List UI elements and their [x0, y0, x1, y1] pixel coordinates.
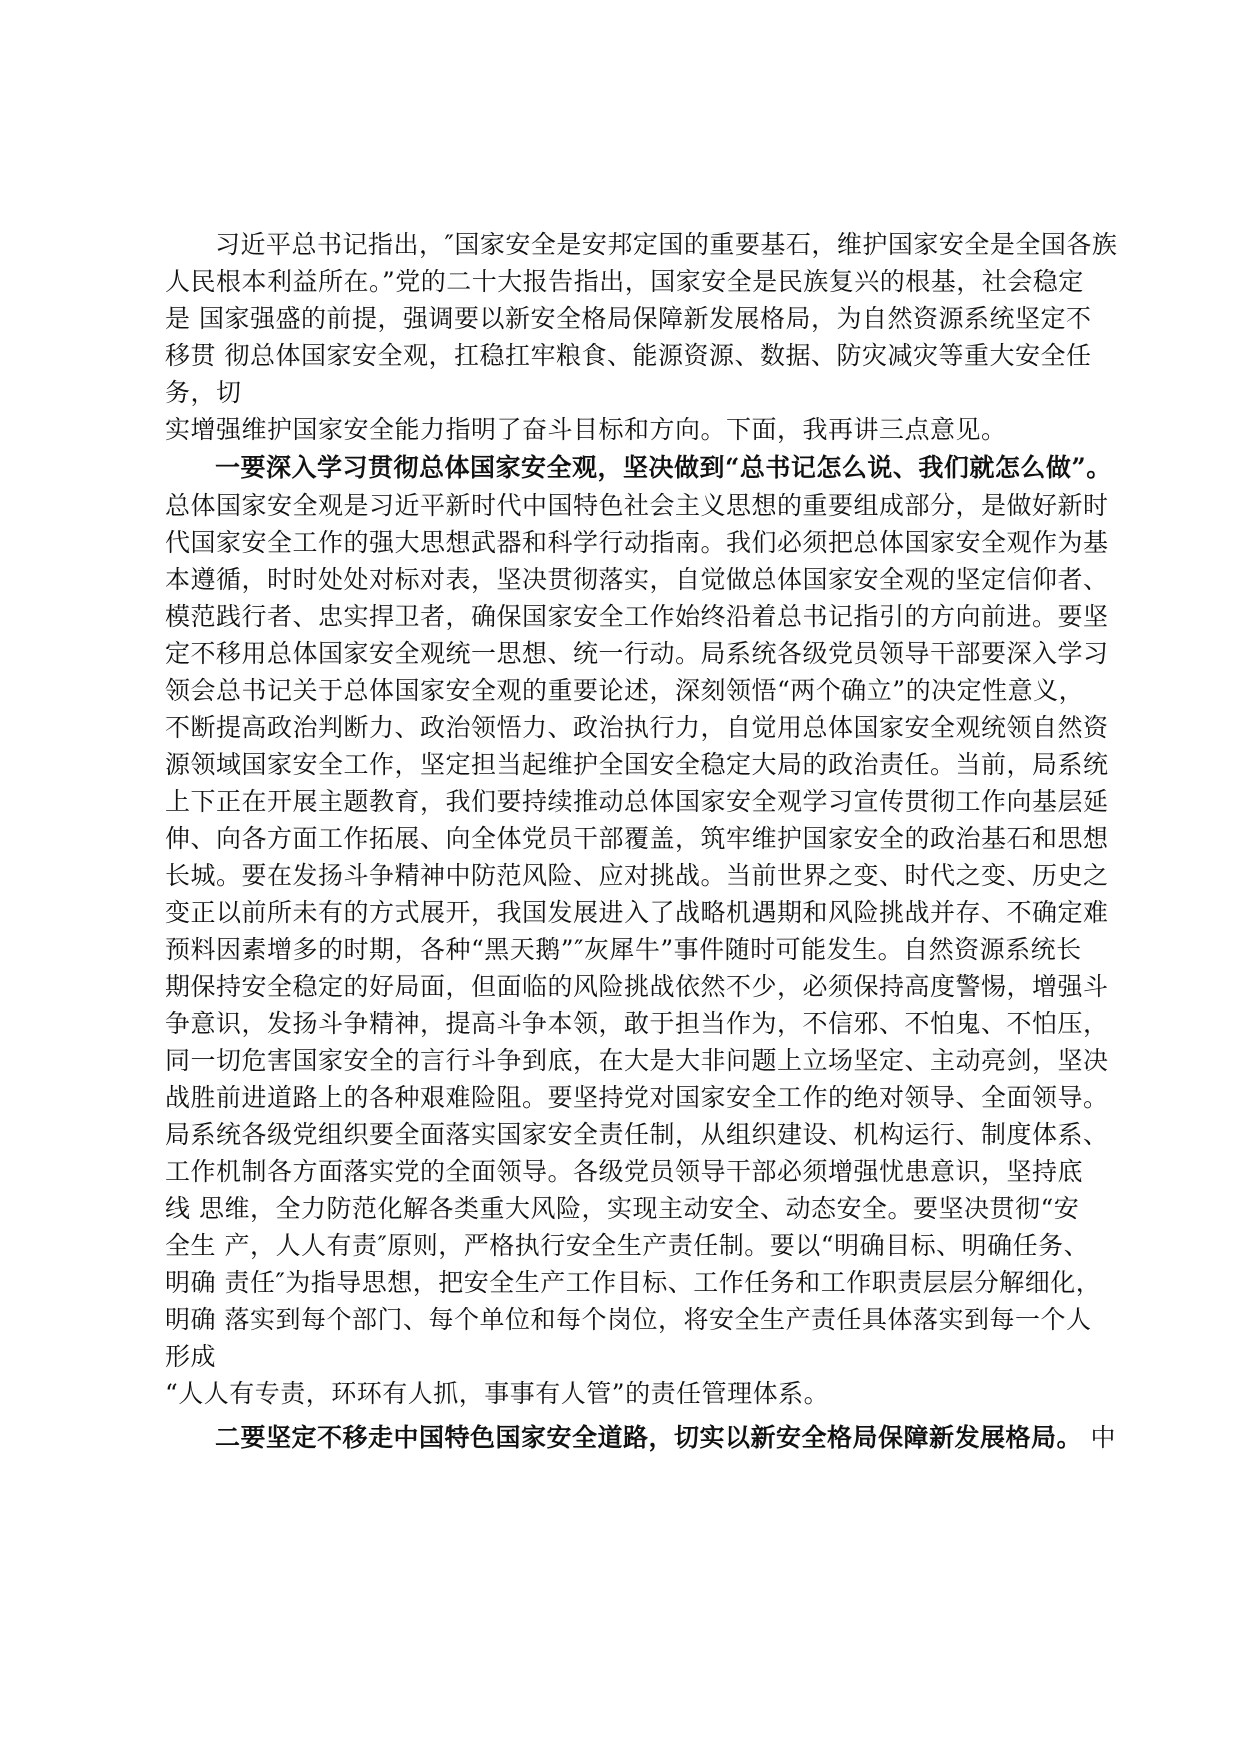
section-heading-line	[215, 1420, 1116, 1456]
paragraph-line: 长城。要在发扬斗争精神中防范风险、应对挑战。当前世界之变、时代之变、历史之	[165, 861, 1109, 890]
paragraph-line: 务，切	[165, 378, 242, 407]
paragraph-line: 同一切危害国家安全的言行斗争到底，在大是大非问题上立场坚定、主动亮剑，坚决	[165, 1046, 1109, 1075]
paragraph-line: 实增强维护国家安全能力指明了奋斗目标和方向。下面，我再讲三点意见。	[165, 415, 1007, 444]
paragraph-line: “人人有专责，环环有人抓，事事有人管”的责任管理体系。	[165, 1379, 830, 1408]
paragraph-line: 总体国家安全观是习近平新时代中国特色社会主义思想的重要组成部分，是做好新时	[165, 491, 1109, 520]
paragraph-line: 期保持安全稳定的好局面，但面临的风险挑战依然不少，必须保持高度警惕，增强斗	[165, 972, 1109, 1001]
paragraph-line: 战胜前进道路上的各种艰难险阻。要坚持党对国家安全工作的绝对领导、全面领导。	[165, 1083, 1109, 1112]
paragraph-line: 上下正在开展主题教育，我们要持续推动总体国家安全观学习宣传贯彻工作向基层延	[165, 787, 1109, 816]
paragraph-line: 源领域国家安全工作，坚定担当起维护全国安全稳定大局的政治责任。当前，局系统	[165, 750, 1109, 779]
paragraph-line: 工作机制各方面落实党的全面领导。各级党员领导干部必须增强忧患意识，坚持底	[165, 1157, 1084, 1186]
paragraph-line: 线 思维，全力防范化解各类重大风险，实现主动安全、动态安全。要坚决贯彻“安	[165, 1194, 1080, 1223]
section-heading: 一要深入学习贯彻总体国家安全观，坚决做到“总书记怎么说、我们就怎么做”。	[215, 453, 1112, 482]
paragraph-line: 全生 产，人人有责″原则，严格执行安全生产责任制。要以“明确目标、明确任务、	[165, 1231, 1090, 1260]
section-heading: 二要坚定不移走中国特色国家安全道路，切实以新安全格局保障新发展格局。	[215, 1423, 1083, 1452]
paragraph-line: 移贯 彻总体国家安全观，扛稳扛牢粮食、能源资源、数据、防灾减灾等重大安全任	[165, 341, 1092, 370]
paragraph-line: 领会总书记关于总体国家安全观的重要论述，深刻领悟“两个确立”的决定性意义，	[165, 676, 1085, 705]
paragraph-line: 习近平总书记指出，″国家安全是安邦定国的重要基石，维护国家安全是全国各族	[215, 230, 1118, 259]
paragraph-line: 本遵循，时时处处对标对表，坚决贯彻落实，自觉做总体国家安全观的坚定信仰者、	[165, 565, 1109, 594]
paragraph-line: 是 国家强盛的前提，强调要以新安全格局保障新发展格局，为自然资源系统坚定不	[165, 304, 1092, 333]
paragraph-line: 形成	[165, 1342, 217, 1371]
paragraph-line: 争意识，发扬斗争精神，提高斗争本领，敢于担当作为，不信邪、不怕鬼、不怕压，	[165, 1009, 1109, 1038]
paragraph-line: 局系统各级党组织要全面落实国家安全责任制，从组织建设、机构运行、制度体系、	[165, 1120, 1109, 1149]
paragraph-continuation: 中	[1082, 1423, 1116, 1452]
paragraph-line: 模范践行者、忠实捍卫者，确保国家安全工作始终沿着总书记指引的方向前进。要坚	[165, 602, 1109, 631]
paragraph-line: 伸、向各方面工作拓展、向全体党员干部覆盖，筑牢维护国家安全的政治基石和思想	[165, 824, 1109, 853]
paragraph-line: 定不移用总体国家安全观统一思想、统一行动。局系统各级党员领导干部要深入学习	[165, 639, 1109, 668]
paragraph-line: 变正以前所未有的方式展开，我国发展进入了战略机遇期和风险挑战并存、不确定难	[165, 898, 1109, 927]
paragraph-line: 人民根本利益所在。”党的二十大报告指出，国家安全是民族复兴的根基，社会稳定	[165, 267, 1084, 296]
paragraph-line: 明确 落实到每个部门、每个单位和每个岗位，将安全生产责任具体落实到每一个人	[165, 1305, 1092, 1334]
paragraph-line: 预料因素增多的时期，各种“黑天鹅”″灰犀牛”事件随时可能发生。自然资源系统长	[165, 935, 1082, 964]
paragraph-line: 代国家安全工作的强大思想武器和科学行动指南。我们必须把总体国家安全观作为基	[165, 528, 1109, 557]
paragraph-line: 不断提高政治判断力、政治领悟力、政治执行力，自觉用总体国家安全观统领自然资	[165, 713, 1109, 742]
paragraph-line: 明确 责任″为指导思想，把安全生产工作目标、工作任务和工作职责层层分解细化，	[165, 1268, 1102, 1297]
